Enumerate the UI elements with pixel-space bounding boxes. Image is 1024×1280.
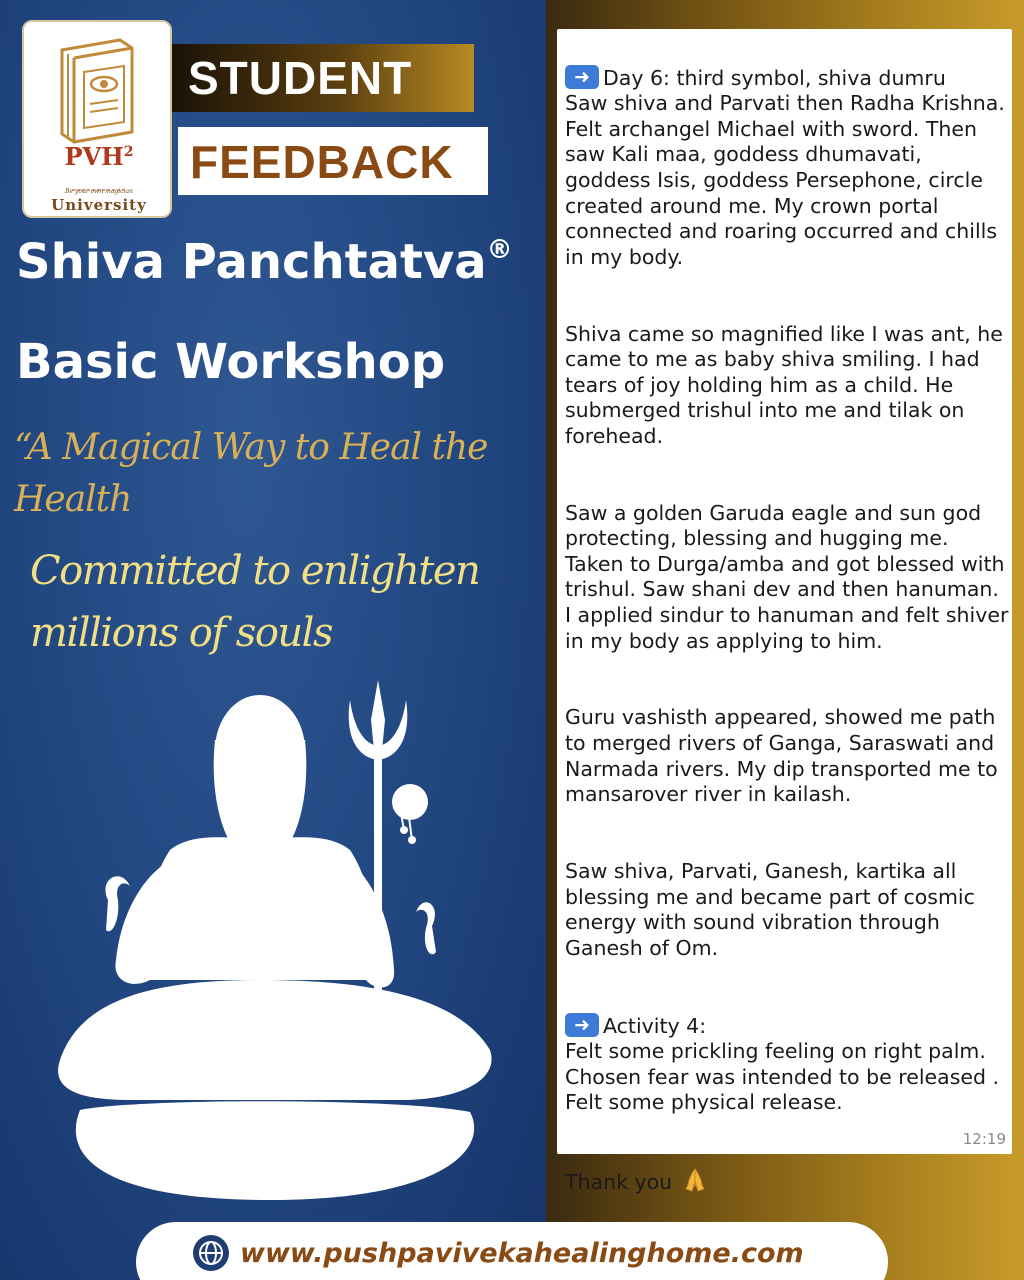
logo-university-label: University	[51, 196, 147, 214]
chat-paragraph: Saw a golden Garuda eagle and sun god protecting, blessing and hugging me. Taken to Durga/amba and got blessed with trishul. Saw shani dev and then hanuman. I applied sindur to hanuman and felt shiver in my body as applying to him.	[565, 500, 1009, 653]
footer-website-pill	[136, 1222, 888, 1280]
mission-statement: Committed to enlighten millions of souls	[30, 548, 480, 656]
workshop-title-line1: Shiva Panchtatva®	[16, 234, 513, 290]
feedback-badge: FEEDBACK	[178, 127, 488, 195]
right-arrow-icon	[565, 65, 599, 89]
workshop-title-line2: Basic Workshop	[16, 334, 446, 390]
chat-paragraph: Shiva came so magnified like I was ant, he came to me as baby shiva smiling. I had tears of joy holding him as a child. He submerged trishul into me and tilak on forehead.	[565, 321, 1003, 448]
chat-paragraph: Saw shiva and Parvati then Radha Krishna. Felt archangel Michael with sword. Then saw Kali maa, goddess dhumavati, goddess Isis, goddess Persephone, circle created around me. My crown portal connected and roaring occurred and chills in my body.	[565, 91, 1005, 269]
globe-icon	[192, 1234, 230, 1272]
folded-hands-icon	[682, 1167, 708, 1193]
logo-tagline: Be your own magician	[65, 188, 133, 195]
shiva-silhouette-icon	[20, 680, 520, 1200]
chat-paragraph: Saw shiva, Parvati, Ganesh, kartika all blessing me and became part of cosmic energy with sound vibration through Ganesh of Om.	[565, 859, 975, 960]
chat-message-card	[557, 29, 1012, 1195]
website-link[interactable]: www.pushpavivekahealinghome.com	[240, 1238, 804, 1269]
day-entry	[565, 65, 1010, 271]
activity-entry	[565, 1013, 1010, 1116]
right-arrow-icon	[565, 1013, 599, 1037]
closing-text: Thank you	[565, 1170, 673, 1195]
student-badge: STUDENT	[172, 44, 474, 112]
activity-heading: Activity 4:	[603, 1013, 707, 1038]
message-timestamp: 12:19	[962, 1130, 1006, 1148]
university-logo	[22, 20, 172, 218]
tagline: “A Magical Way to Heal the Health	[14, 427, 488, 520]
closing-line	[565, 1167, 1010, 1196]
chat-paragraph: Felt some prickling feeling on right palm. Chosen fear was intended to be released . Felt some physical release.	[565, 1039, 1000, 1115]
chat-message-body	[565, 39, 1010, 1221]
chat-paragraph: Guru vashisth appeared, showed me path to merged rivers of Ganga, Saraswati and Narmada rivers. My dip transported me to mansarover river in kailash.	[565, 705, 998, 807]
logo-brand: PVH$^2$	[64, 142, 134, 171]
day-heading: Day 6: third symbol, shiva dumru	[603, 65, 946, 90]
